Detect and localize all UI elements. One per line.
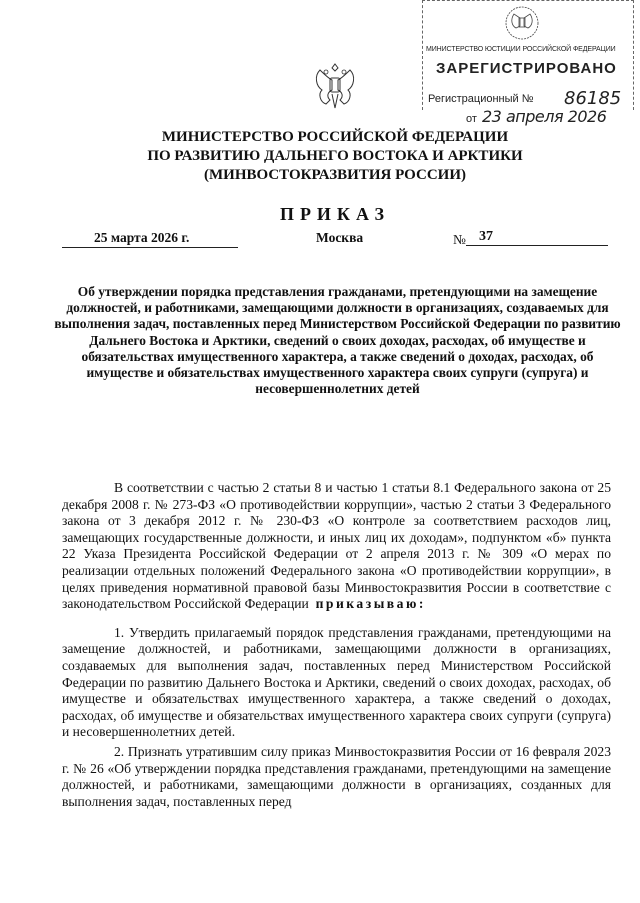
ministry-line-2: ПО РАЗВИТИЮ ДАЛЬНЕГО ВОСТОКА И АРКТИКИ [147,148,523,164]
order-subject: Об утверждении порядка представления гражданами, претендующими на замещение должностей, и работниками, замещающими должности в организациях, создаваемых для выполнения задач, поставленных перед Министерством Российской Федерации по развитию Дальнего Востока и Арктики, сведений о своих доходах, расходах, об имуществе и обязательствах имущественного характера, а также сведений о доходах, расходах, об имуществе и обязательствах имущественного характера своих супруги (супруга) и несовершеннолетних детей [54,284,621,397]
ministry-line-1: МИНИСТЕРСТВО РОССИЙСКОЙ ФЕДЕРАЦИИ [161,129,509,145]
stamp-border [633,0,634,110]
order-body [62,480,611,810]
ministry-title [100,128,570,185]
coat-of-arms-icon [312,60,358,112]
stamp-registered: ЗАРЕГИСТРИРОВАНО [436,60,617,77]
stamp-border [422,0,634,1]
stamp-border [422,0,423,110]
stamp-ministry-name: МИНИСТЕРСТВО ЮСТИЦИИ РОССИЙСКОЙ ФЕДЕРАЦИИ [426,46,616,53]
stamp-from-date: 23 апреля 2026 [482,107,607,126]
order-word: приказываю: [315,596,426,612]
ministry-line-3: (МИНВОСТОКРАЗВИТИЯ РОССИИ) [204,167,466,183]
order-item-1: 1. Утвердить прилагаемый порядок представления гражданами, претендующими на замещение должностей, и работниками, замещающими должности в организациях, создаваемых для выполнения задач, поставленных перед Министерством Российской Федерации по развитию Дальнего Востока и Арктики, сведений о своих доходах, расходах, об имуществе и обязательствах имущественного характера, а также сведений о доходах, расходах, об имуществе и обязательствах имущественного характера своих супруги (супруга) и несовершеннолетних детей. [62,624,611,740]
stamp-regnum: 86185 [564,88,622,109]
preamble-paragraph [62,480,611,613]
order-item-2: 2. Признать утратившим силу приказ Минвостокразвития России от 16 февраля 2023 г. № 26 «Об утверждении порядка представления гражданами, претендующими на замещение должностей, и работниками, замещающими должности в организациях, созданных для выполнения задач, поставленных перед [62,743,611,809]
registration-stamp [422,0,634,140]
preamble-text: В соответствии с частью 2 статьи 8 и частью 1 статьи 8.1 Федерального закона от 25 декабря 2008 г. № 273-ФЗ «О противодействии коррупции», частью 2 статьи 3 Федерального закона от 3 декабря 2012 г. № 230-ФЗ «О контроле за соответствием расходов лиц, замещающих государственные должности, и иных лиц их доходам», подпунктом «б» пункта 22 Указа Президента Российской Федерации от 2 апреля 2013 г. № 309 «О мерах по реализации отдельных положений Федерального закона «О противодействии коррупции», в целях приведения нормативной правовой базы Минвостокразвития России в соответствие с законодательством Российской Федерации [62,480,611,612]
order-city: Москва [316,230,364,245]
order-date: 25 марта 2026 г. [62,230,238,248]
order-number-label: № [453,232,466,247]
stamp-regnum-label: Регистрационный № [428,93,534,105]
order-title: ПРИКАЗ [279,204,391,224]
order-number: 37 [466,229,608,246]
stamp-from-label: от [466,113,477,125]
stamp-emblem-icon [504,4,540,42]
